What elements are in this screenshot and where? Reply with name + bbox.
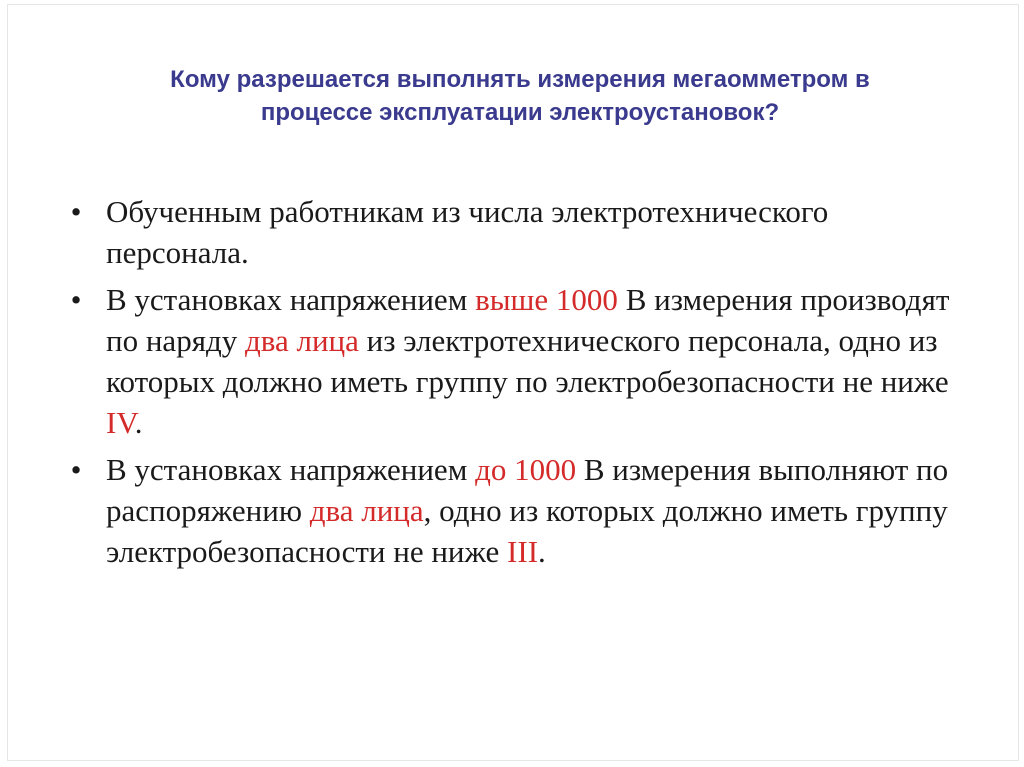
bullet-item-1 (66, 191, 966, 273)
slide (7, 4, 1019, 761)
bullet-3-text-3: , одно из которых должно иметь группу электробезопасности не ниже (106, 493, 948, 569)
bullet-marker: • (70, 282, 82, 317)
bullet-item-2 (66, 279, 966, 443)
bullet-1-text: Обученным работникам из числа электротехнического персонала. (106, 194, 829, 270)
bullet-3-text-2: В измерения выполняют по распоряжению (106, 452, 949, 528)
bullet-3-text-1: В установках напряжением (106, 452, 476, 487)
bullet-3-highlight-voltage: до 1000 (475, 452, 577, 487)
slide-title (68, 63, 972, 129)
slide-title-line-1: Кому разрешается выполнять измерения мегаомметром в (170, 66, 870, 93)
bullet-item-3 (66, 449, 966, 572)
bullet-2-highlight-persons: два лица (244, 323, 359, 358)
slide-title-line-2: процессе эксплуатации электроустановок? (260, 99, 780, 126)
bullet-2-text-3: из электротехнического персонала, одно из которых должно иметь группу по электробезопасности не ниже (106, 323, 949, 399)
bullet-2-text-4: . (134, 405, 143, 440)
bullet-3-highlight-group: III (507, 534, 539, 569)
bullet-marker: • (70, 194, 82, 229)
bullet-list (66, 191, 966, 578)
bullet-3-text-4: . (538, 534, 546, 569)
bullet-2-text-1: В установках напряжением (106, 282, 476, 317)
bullet-2-highlight-voltage: выше 1000 (475, 282, 618, 317)
bullet-2-highlight-group: IV (106, 405, 135, 440)
bullet-3-highlight-persons: два лица (309, 493, 424, 528)
bullet-2-text-2: В измерения производят по наряду (106, 282, 950, 358)
bullet-marker: • (70, 452, 82, 487)
